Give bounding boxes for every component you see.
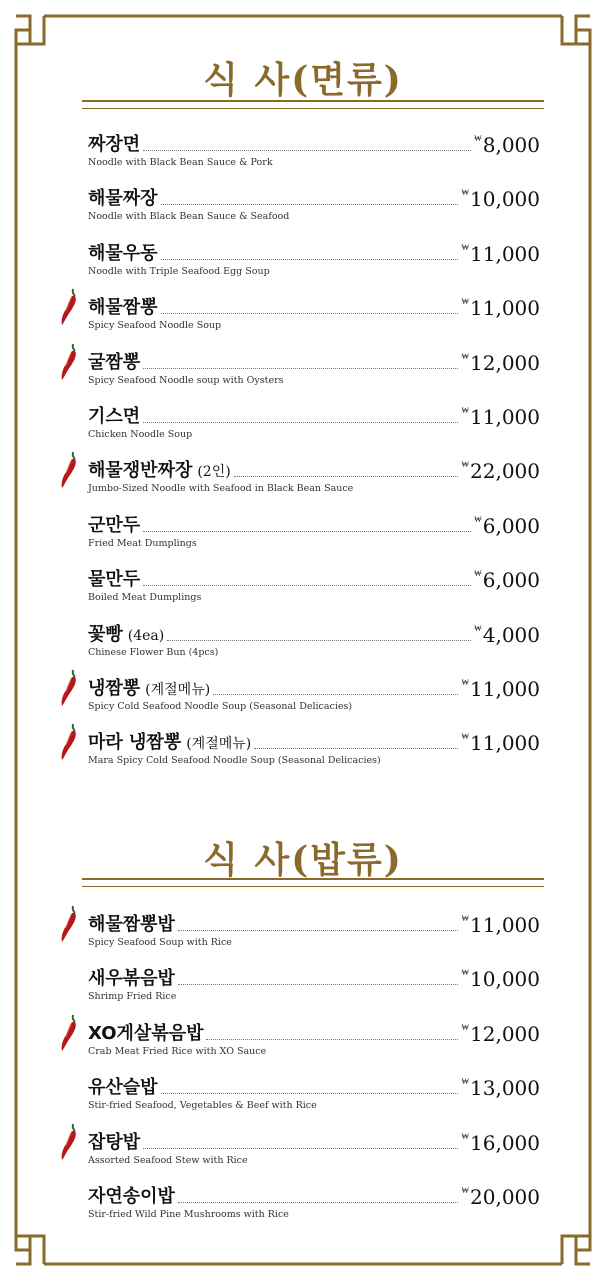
dot-leader (161, 203, 459, 205)
menu-item-name: 해물우동 (88, 242, 158, 264)
menu-item-name: XO게살볶음밥 (88, 1022, 204, 1044)
section-title-rice: 식 사(밥류) (203, 839, 403, 881)
menu-item-name: 해물짬뽕 (88, 297, 158, 319)
won-symbol: ₩ (461, 732, 470, 742)
menu-item-description: Crab Meat Fried Rice with XO Sauce (88, 1045, 267, 1057)
menu-item-description: Spicy Seafood Soup with Rice (88, 937, 232, 948)
menu-item-name: 기스면 (88, 406, 141, 427)
menu-item-description: Chicken Noodle Soup (88, 429, 193, 440)
menu-item (88, 128, 540, 172)
chili-pepper-icon (58, 904, 80, 944)
menu-item-price (474, 134, 540, 156)
title-divider (82, 878, 544, 887)
price-value: 11,000 (470, 913, 540, 937)
price-value: 12,000 (470, 350, 540, 375)
price-value: 11,000 (470, 405, 540, 429)
price-value: 10,000 (470, 187, 540, 212)
won-symbol: ₩ (461, 297, 470, 307)
dot-leader (143, 149, 471, 151)
chili-pepper-icon (58, 1013, 80, 1053)
chili-pepper-icon (58, 342, 80, 382)
chili-pepper-icon (58, 722, 80, 762)
dot-leader (178, 983, 459, 985)
menu-item-price (461, 297, 540, 319)
menu-item-price (461, 352, 540, 374)
menu-item-description: Shrimp Fried Rice (88, 991, 177, 1003)
price-value: 10,000 (470, 967, 540, 992)
price-value: 12,000 (470, 1021, 540, 1046)
menu-item-price (461, 188, 540, 210)
menu-item (88, 618, 540, 662)
menu-item-description: Noodle with Black Bean Sauce & Seafood (88, 211, 290, 223)
price-value: 8,000 (482, 133, 540, 157)
menu-item-description: Spicy Seafood Noodle Soup (88, 320, 222, 332)
won-symbol: ₩ (461, 1077, 470, 1087)
dot-leader (143, 367, 458, 369)
menu-item (88, 291, 540, 335)
price-value: 22,000 (470, 459, 540, 484)
menu-item-price (474, 515, 540, 537)
menu-item-price (461, 678, 540, 700)
menu-item-description: Chinese Flower Bun (4pcs) (88, 646, 219, 658)
menu-item-name: 마라 냉짬뽕 (88, 732, 182, 754)
dot-leader (143, 530, 471, 532)
menu-item-description: Stir-fried Seafood, Vegetables & Beef with Rice (88, 1100, 317, 1112)
menu-item-qty: (계절메뉴) (186, 736, 252, 753)
price-value: 11,000 (470, 677, 540, 701)
won-symbol: ₩ (474, 514, 482, 524)
dot-leader (234, 475, 459, 477)
menu-item (88, 563, 540, 607)
menu-item-price (461, 968, 540, 990)
menu-item (88, 509, 540, 553)
won-symbol: ₩ (461, 1022, 470, 1032)
menu-item-description: Jumbo-Sized Noodle with Seafood in Black Bean Sauce (88, 483, 354, 495)
menu-item-price (461, 243, 540, 265)
menu-item-name: 꽃빵 (88, 623, 123, 645)
dot-leader (161, 258, 459, 260)
menu-item-qty: (2인) (197, 464, 231, 481)
menu-item-name: 해물짜장 (88, 188, 158, 210)
won-symbol: ₩ (461, 968, 470, 978)
menu-item (88, 1180, 540, 1224)
price-value: 6,000 (482, 568, 540, 593)
menu-item-description: Noodle with Black Bean Sauce & Pork (88, 157, 273, 168)
menu-item (88, 400, 540, 444)
menu-item-description: Assorted Seafood Stew with Rice (88, 1154, 248, 1166)
dot-leader (143, 1147, 458, 1149)
price-value: 4,000 (482, 622, 540, 647)
won-symbol: ₩ (461, 351, 470, 361)
menu-item-price (461, 460, 540, 482)
price-value: 20,000 (470, 1185, 540, 1209)
menu-item-name: 해물짬뽕밥 (88, 914, 175, 935)
menu-item-description: Fried Meat Dumplings (88, 537, 197, 549)
menu-item (88, 726, 540, 770)
menu-item (88, 1017, 540, 1061)
menu-item-description: Boiled Meat Dumplings (88, 592, 202, 604)
menu-item (88, 962, 540, 1006)
won-symbol: ₩ (461, 1186, 470, 1195)
won-symbol: ₩ (461, 406, 470, 415)
section-title-noodles: 식 사(면류) (203, 59, 403, 101)
menu-item-price (461, 1023, 540, 1045)
dot-leader (254, 747, 458, 749)
menu-item-name: 군만두 (88, 514, 141, 536)
won-symbol: ₩ (461, 460, 470, 470)
won-symbol: ₩ (461, 914, 470, 923)
menu-item (88, 672, 540, 716)
menu-item-description: Spicy Seafood Noodle soup with Oysters (88, 374, 284, 386)
menu-item-price (461, 1186, 540, 1208)
price-value: 13,000 (470, 1076, 540, 1101)
won-symbol: ₩ (461, 188, 470, 198)
price-value: 11,000 (470, 241, 540, 266)
price-value: 11,000 (470, 296, 540, 321)
chili-pepper-icon (58, 287, 80, 327)
chili-pepper-icon (58, 668, 80, 708)
won-symbol: ₩ (474, 623, 482, 633)
dot-leader (206, 1038, 458, 1040)
menu-item (88, 346, 540, 390)
chili-pepper-icon (58, 450, 80, 490)
chili-pepper-icon (58, 1122, 80, 1162)
title-divider (82, 100, 544, 109)
dot-leader (161, 1092, 459, 1094)
won-symbol: ₩ (461, 242, 470, 252)
dot-leader (143, 584, 471, 586)
price-value: 11,000 (470, 731, 540, 756)
menu-item-qty: (계절메뉴) (145, 682, 211, 698)
dot-leader (143, 421, 458, 423)
menu-item-name: 냉짬뽕 (88, 678, 141, 699)
menu-item (88, 1071, 540, 1115)
menu-item-name: 물만두 (88, 569, 141, 591)
won-symbol: ₩ (461, 1131, 470, 1141)
menu-item (88, 908, 540, 952)
menu-item-price (461, 1077, 540, 1099)
menu-item-description: Noodle with Triple Seafood Egg Soup (88, 265, 270, 277)
dot-leader (167, 639, 471, 641)
menu-item-qty: (4ea) (127, 627, 165, 644)
menu-item-price (474, 624, 540, 646)
won-symbol: ₩ (474, 569, 482, 579)
price-value: 16,000 (470, 1130, 540, 1155)
dot-leader (178, 1201, 459, 1203)
won-symbol: ₩ (461, 678, 470, 687)
menu-item-description: Mara Spicy Cold Seafood Noodle Soup (Seasonal Delicacies) (88, 755, 381, 767)
menu-item (88, 182, 540, 226)
menu-item-price (474, 569, 540, 591)
dot-leader (161, 312, 459, 314)
price-value: 6,000 (482, 513, 540, 538)
dot-leader (178, 929, 459, 931)
menu-item-description: Stir-fried Wild Pine Mushrooms with Rice (88, 1209, 289, 1220)
menu-item-name: 새우볶음밥 (88, 968, 175, 990)
menu-item-price (461, 1132, 540, 1154)
menu-item-price (461, 406, 540, 428)
menu-item-name: 짜장면 (88, 134, 141, 155)
menu-item-name: 굴짬뽕 (88, 351, 141, 373)
menu-item-price (461, 732, 540, 754)
dot-leader (213, 693, 458, 695)
menu-item-price (461, 914, 540, 936)
menu-item (88, 237, 540, 281)
menu-item-name: 유산슬밥 (88, 1077, 158, 1099)
menu-item (88, 1126, 540, 1170)
menu-item-name: 해물쟁반짜장 (88, 460, 193, 482)
menu-item-description: Spicy Cold Seafood Noodle Soup (Seasonal Delicacies) (88, 701, 353, 712)
menu-item-name: 잡탕밥 (88, 1131, 141, 1153)
menu-item-name: 자연송이밥 (88, 1186, 175, 1207)
won-symbol: ₩ (474, 134, 482, 143)
menu-item (88, 454, 540, 498)
